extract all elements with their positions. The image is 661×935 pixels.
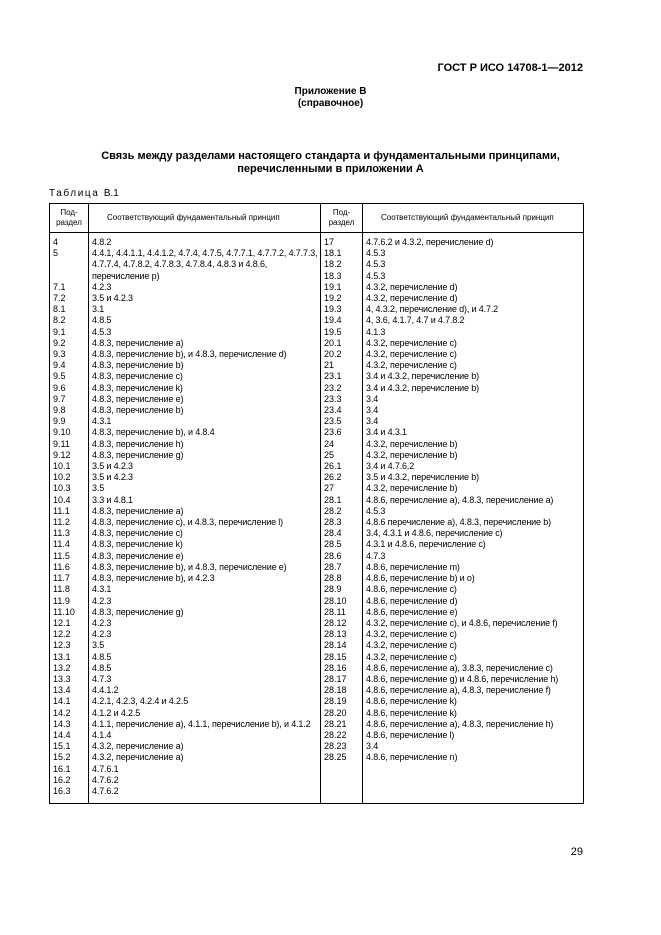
left-entry-subsection: 9.3 xyxy=(53,349,66,360)
right-entry-principle: 3.4 и 4.3.2, перечисление b) xyxy=(366,371,479,382)
left-entry-principle: 4.8.2 xyxy=(92,237,112,247)
right-entry-subsection: 23.2 xyxy=(324,382,342,393)
section-heading xyxy=(0,150,661,176)
left-entry-subsection: 12.3 xyxy=(53,640,71,651)
right-entry-subsection: 26.1 xyxy=(324,461,342,472)
right-entry-subsection: 28.17 xyxy=(324,673,347,684)
left-entry-subsection: 11.4 xyxy=(53,539,70,550)
right-entry-subsection: 28.8 xyxy=(324,573,342,584)
right-entry-subsection: 28.15 xyxy=(324,651,347,662)
left-entry-principle: 4.8.5 xyxy=(92,662,112,673)
annex-title: Приложение В xyxy=(294,86,367,97)
left-entry-principle: 4.3.2, перечисление а) xyxy=(92,752,184,763)
right-entry-principle: 4.3.2, перечисление с) xyxy=(366,640,457,651)
left-entry-subsection: 8.1 xyxy=(53,304,66,315)
right-entry-subsection: 28.23 xyxy=(324,741,347,752)
left-entry-subsection: 14.3 xyxy=(53,718,71,729)
left-entry-principle: 4.8.3, перечисление b), и 4.8.3, перечисление d) xyxy=(92,349,287,360)
left-entry-subsection: 13.1 xyxy=(53,651,71,662)
left-entry-principle: 4.8.3, перечисление k) xyxy=(92,382,183,393)
right-entry-subsection: 28.18 xyxy=(324,685,347,696)
left-entry-subsection: 16.2 xyxy=(53,774,71,785)
left-entry-subsection: 9.5 xyxy=(53,371,66,382)
right-entry-subsection: 28.21 xyxy=(324,718,347,729)
left-entry-subsection: 9.4 xyxy=(53,360,66,371)
right-entry-subsection: 28.2 xyxy=(324,505,342,516)
left-entry-subsection: 9.12 xyxy=(53,449,71,460)
left-entry-subsection: 10.4 xyxy=(53,494,71,505)
left-entry-principle: 4.7.3 xyxy=(92,673,112,684)
right-entry-subsection: 23.6 xyxy=(324,427,342,438)
right-entry-principle: 4.3.2, перечисление с) xyxy=(366,349,457,360)
right-entry-principle: 4.8.6, перечисление а), 4.8.3, перечисление h) xyxy=(366,718,554,729)
section-heading-line2: перечисленными в приложении А xyxy=(237,163,424,175)
left-entry-subsection: 11.3 xyxy=(53,528,70,539)
right-entry-principle: 3.4 и 4.7.6.2 xyxy=(366,461,415,472)
left-entry-principle: 4.8.3, перечисление а) xyxy=(92,505,184,516)
right-subsection-list xyxy=(321,233,363,804)
correspondence-table xyxy=(49,203,584,804)
right-entry-subsection: 20.1 xyxy=(324,337,342,348)
left-entry-principle: 4.1.2 и 4.2.5 xyxy=(92,707,141,718)
left-entry-subsection: 10.3 xyxy=(53,483,71,494)
left-entry-principle: 4.3.1 xyxy=(92,584,112,595)
right-entry-subsection: 19.4 xyxy=(324,315,342,326)
left-principle-list xyxy=(89,233,321,804)
right-entry-subsection: 18.1 xyxy=(324,248,342,259)
left-entry-subsection: 14.4 xyxy=(53,729,71,740)
right-entry-subsection: 18.2 xyxy=(324,259,342,270)
left-entry-principle: 4.2.3 xyxy=(92,281,112,292)
right-entry-subsection: 28.14 xyxy=(324,640,347,651)
left-entry-principle: 4.2.3 xyxy=(92,617,112,628)
right-entry-subsection: 28.1 xyxy=(324,494,342,505)
right-entry-principle: 4.3.2, перечисление b) xyxy=(366,438,458,449)
left-entry-subsection: 11.8 xyxy=(53,584,70,595)
right-entry-subsection: 28.10 xyxy=(324,595,347,606)
table-row xyxy=(50,233,584,804)
left-entry-principle: 4.8.3, перечисление b) xyxy=(92,360,184,371)
right-entry-subsection: 28.19 xyxy=(324,696,347,707)
left-entry-subsection: 9.11 xyxy=(53,438,70,449)
right-entry-principle: 4.8.6, перечисление а), 4.8.3, перечисление f) xyxy=(366,685,551,696)
right-entry-principle: 3.4 xyxy=(366,416,379,427)
left-entry-principle: 4.2.3 xyxy=(92,629,112,640)
right-entry-principle: 4.8.6, перечисление n) xyxy=(366,752,458,763)
left-entry-principle: 4.1.1, перечисление а), 4.1.1, перечисление b), и 4.1.2 xyxy=(92,718,311,729)
header-subsection-left: Под- раздел xyxy=(50,204,89,233)
left-entry-principle: 3.1 xyxy=(92,304,105,315)
right-entry-principle: 4.3.2, перечисление с), и 4.8.6, перечисление f) xyxy=(366,617,558,628)
left-entry-subsection: 11.7 xyxy=(53,573,70,584)
right-entry-subsection: 18.3 xyxy=(324,270,342,281)
table-header-row xyxy=(50,204,584,233)
right-entry-principle: 4.5.3 xyxy=(366,259,386,270)
left-entry-principle: 3.5 и 4.2.3 xyxy=(92,472,133,483)
right-entry-principle: 4.3.2, перечисление b) xyxy=(366,483,458,494)
right-entry-subsection: 28.6 xyxy=(324,550,342,561)
right-entry-subsection: 19.3 xyxy=(324,304,342,315)
left-entry-principle: 4.7.6.2 xyxy=(92,785,119,796)
left-entry-subsection: 11.9 xyxy=(53,595,70,606)
left-entry-principle: 3.5 xyxy=(92,483,105,494)
right-entry-subsection: 23.5 xyxy=(324,416,342,427)
annex-heading xyxy=(0,86,661,110)
left-entry-principle: 4.7.6.2 xyxy=(92,774,119,785)
right-entry-principle: 3.4 xyxy=(366,405,379,416)
left-entry-principle: 4.8.3, перечисление b), и 4.2.3 xyxy=(92,573,215,584)
left-entry-subsection: 9.10 xyxy=(53,427,71,438)
right-entry-subsection: 19.5 xyxy=(324,326,342,337)
left-entry-principle: 4.4.1, 4.4.1.1, 4.4.1.2, 4.7.4, 4.7.5, 4.7.7.1, 4.7.7.2, 4.7.7.3, 4.7.7.4, 4.7.8.2, 4.7.8.3, 4.7.8.4, 4.8.3 и 4.8.6, перечисление р) xyxy=(92,248,318,281)
left-entry-principle: 3.5 и 4.2.3 xyxy=(92,293,133,304)
left-entry-principle: 4.5.3 xyxy=(92,326,112,337)
left-entry-subsection: 9.7 xyxy=(53,393,66,404)
left-entry-subsection: 14.2 xyxy=(53,707,71,718)
right-entry-subsection: 28.7 xyxy=(324,561,342,572)
right-entry-principle: 4.5.3 xyxy=(366,270,386,281)
header-principle-left: Соответствующий фундаментальный принцип xyxy=(89,204,321,233)
right-entry-subsection: 28.22 xyxy=(324,729,347,740)
right-entry-principle: 4.1.3 xyxy=(366,326,386,337)
left-entry-subsection: 11.10 xyxy=(53,606,75,617)
right-entry-principle: 4, 3.6, 4.1.7, 4.7 и 4.7.8.2 xyxy=(366,315,465,326)
right-entry-principle: 4.7.6.2 и 4.3.2, перечисление d) xyxy=(366,237,494,247)
right-entry-subsection: 28.16 xyxy=(324,662,347,673)
left-entry-principle: 4.8.3, перечисление b) xyxy=(92,405,184,416)
right-entry-subsection: 28.3 xyxy=(324,517,342,528)
right-entry-subsection: 24 xyxy=(324,438,335,449)
right-entry-principle: 4.8.6, перечисление b) и о) xyxy=(366,573,475,584)
right-entry-subsection: 21 xyxy=(324,360,335,371)
header-principle-right: Соответствующий фундаментальный принцип xyxy=(363,204,584,233)
right-entry-principle: 4.8.6, перечисление с) xyxy=(366,584,457,595)
annex-type: (справочное) xyxy=(297,98,364,109)
right-entry-principle: 4.3.2, перечисление с) xyxy=(366,337,457,348)
left-subsection-list xyxy=(50,233,89,804)
left-entry-principle: 4.8.3, перечисление b), и 4.8.4 xyxy=(92,427,215,438)
right-entry-subsection: 23.1 xyxy=(324,371,342,382)
left-entry-subsection: 4 xyxy=(53,237,59,247)
left-entry-principle: 3.5 и 4.2.3 xyxy=(92,461,133,472)
left-entry-subsection: 9.6 xyxy=(53,382,66,393)
left-entry-subsection: 9.9 xyxy=(53,416,66,427)
right-entry-subsection: 28.4 xyxy=(324,528,342,539)
left-entry-subsection: 13.4 xyxy=(53,685,71,696)
left-entry-principle: 4.1.4 xyxy=(92,729,112,740)
right-principle-list xyxy=(363,233,584,804)
right-entry-principle: 4.5.3 xyxy=(366,505,386,516)
left-entry-principle: 4.8.3, перечисление е) xyxy=(92,393,184,404)
right-entry-principle: 3.4 и 4.3.1 xyxy=(366,427,407,438)
right-entry-principle: 4.8.6, перечисление m) xyxy=(366,561,460,572)
right-entry-principle: 4.3.2, перечисление b) xyxy=(366,449,458,460)
right-entry-principle: 4, 4.3.2, перечисление d), и 4.7.2 xyxy=(366,304,499,315)
left-entry-principle: 4.4.1.2 xyxy=(92,685,119,696)
right-entry-principle: 4.8.6, перечисление а), 4.8.3, перечисление а) xyxy=(366,494,554,505)
right-entry-subsection: 28.20 xyxy=(324,707,347,718)
right-entry-principle: 4.3.2, перечисление d) xyxy=(366,293,458,304)
left-entry-subsection: 12.1 xyxy=(53,617,71,628)
right-entry-principle: 4.3.2, перечисление d) xyxy=(366,281,458,292)
right-entry-principle: 3.4 и 4.3.2, перечисление b) xyxy=(366,382,479,393)
right-entry-subsection: 23.3 xyxy=(324,393,342,404)
right-entry-subsection: 26.2 xyxy=(324,472,342,483)
left-entry-subsection: 7.2 xyxy=(53,293,66,304)
right-entry-principle: 4.3.2, перечисление с) xyxy=(366,629,457,640)
left-entry-subsection: 15.2 xyxy=(53,752,71,763)
left-entry-principle: 4.3.2, перечисление а) xyxy=(92,741,184,752)
right-entry-principle: 4.5.3 xyxy=(366,248,386,259)
left-entry-subsection: 5 xyxy=(53,248,59,259)
right-entry-principle: 4.8.6, перечисление d) xyxy=(366,595,458,606)
left-entry-subsection: 10.2 xyxy=(53,472,71,483)
page-number: 29 xyxy=(570,846,583,858)
right-entry-principle: 4.8.6, перечисление l) xyxy=(366,729,455,740)
right-entry-principle: 4.8.6 перечисление а), 4.8.3, перечисление b) xyxy=(366,517,551,528)
left-entry-subsection: 9.2 xyxy=(53,337,66,348)
right-entry-principle: 4.3.2, перечисление с) xyxy=(366,651,457,662)
table-caption xyxy=(49,188,119,199)
right-entry-subsection: 19.1 xyxy=(324,281,342,292)
right-entry-principle: 4.8.6, перечисление а), 3.8.3, перечисление с) xyxy=(366,662,553,673)
header-subsection-right: Под- раздел xyxy=(321,204,363,233)
section-heading-line1: Связь между разделами настоящего стандарта и фундаментальными принципами, xyxy=(101,150,560,162)
left-entry-subsection: 7.1 xyxy=(53,281,66,292)
right-entry-subsection: 28.5 xyxy=(324,539,342,550)
right-entry-principle: 4.3.2, перечисление с) xyxy=(366,360,457,371)
document-standard-id: ГОСТ Р ИСО 14708-1—2012 xyxy=(437,62,583,74)
left-entry-principle: 4.8.3, перечисление а) xyxy=(92,337,184,348)
left-entry-subsection: 12.2 xyxy=(53,629,71,640)
right-entry-subsection: 17 xyxy=(324,237,335,247)
left-entry-principle: 4.8.5 xyxy=(92,651,112,662)
right-entry-principle: 4.3.1 и 4.8.6, перечисление с) xyxy=(366,539,486,550)
right-entry-principle: 3.4 xyxy=(366,741,379,752)
table-caption-word: Таблица xyxy=(49,188,100,199)
left-entry-principle: 4.8.3, перечисление b), и 4.8.3, перечисление е) xyxy=(92,561,287,572)
left-entry-subsection: 11.6 xyxy=(53,561,70,572)
right-entry-principle: 4.8.6, перечисление g) и 4.8.6, перечисление h) xyxy=(366,673,559,684)
left-entry-principle: 4.8.3, перечисление е) xyxy=(92,550,184,561)
right-entry-principle: 3.4, 4.3.1 и 4.8.6, перечисление с) xyxy=(366,528,503,539)
left-entry-subsection: 8.2 xyxy=(53,315,66,326)
left-entry-principle: 4.8.3, перечисление h) xyxy=(92,438,184,449)
left-entry-principle: 4.2.3 xyxy=(92,595,112,606)
table-caption-number: В.1 xyxy=(103,188,119,199)
left-entry-subsection: 10.1 xyxy=(53,461,71,472)
left-entry-subsection: 11.2 xyxy=(53,517,70,528)
left-entry-principle: 4.8.3, перечисление с), и 4.8.3, перечисление l) xyxy=(92,517,283,528)
left-entry-subsection: 16.1 xyxy=(53,763,71,774)
right-entry-subsection: 19.2 xyxy=(324,293,342,304)
table-body xyxy=(50,233,584,804)
left-entry-subsection: 11.1 xyxy=(53,505,70,516)
left-entry-principle: 4.8.3, перечисление k) xyxy=(92,539,183,550)
left-entry-principle: 4.8.3, перечисление g) xyxy=(92,449,184,460)
right-entry-subsection: 28.11 xyxy=(324,606,346,617)
right-entry-principle: 3.4 xyxy=(366,393,379,404)
left-entry-principle: 4.8.3, перечисление g) xyxy=(92,606,184,617)
left-entry-principle: 3.5 xyxy=(92,640,105,651)
left-entry-subsection: 9.8 xyxy=(53,405,66,416)
left-entry-principle: 4.2.1, 4.2.3, 4.2.4 и 4.2.5 xyxy=(92,696,189,707)
right-entry-principle: 4.8.6, перечисление k) xyxy=(366,696,457,707)
right-entry-subsection: 27 xyxy=(324,483,335,494)
left-entry-subsection: 14.1 xyxy=(53,696,71,707)
left-entry-principle: 4.8.5 xyxy=(92,315,112,326)
left-entry-subsection: 13.2 xyxy=(53,662,71,673)
left-entry-subsection: 15.1 xyxy=(53,741,71,752)
left-entry-principle: 4.8.3, перечисление с) xyxy=(92,528,183,539)
right-entry-principle: 4.8.6, перечисление е) xyxy=(366,606,458,617)
left-entry-principle: 4.3.1 xyxy=(92,416,112,427)
right-entry-subsection: 28.9 xyxy=(324,584,342,595)
left-entry-subsection: 11.5 xyxy=(53,550,70,561)
left-entry-principle: 4.8.3, перечисление с) xyxy=(92,371,183,382)
left-entry-principle: 3.3 и 4.8.1 xyxy=(92,494,133,505)
right-entry-subsection: 23.4 xyxy=(324,405,342,416)
right-entry-subsection: 25 xyxy=(324,449,335,460)
left-entry-principle: 4.7.6.1 xyxy=(92,763,119,774)
right-entry-subsection: 20.2 xyxy=(324,349,342,360)
left-entry-subsection: 16.3 xyxy=(53,785,71,796)
right-entry-subsection: 28.25 xyxy=(324,752,347,763)
right-entry-subsection: 28.13 xyxy=(324,629,347,640)
right-entry-principle: 4.8.6, перечисление k) xyxy=(366,707,457,718)
right-entry-principle: 3.5 и 4.3.2, перечисление b) xyxy=(366,472,479,483)
left-entry-subsection: 13.3 xyxy=(53,673,71,684)
left-entry-subsection: 9.1 xyxy=(53,326,66,337)
right-entry-principle: 4.7.3 xyxy=(366,550,386,561)
right-entry-subsection: 28.12 xyxy=(324,617,347,628)
